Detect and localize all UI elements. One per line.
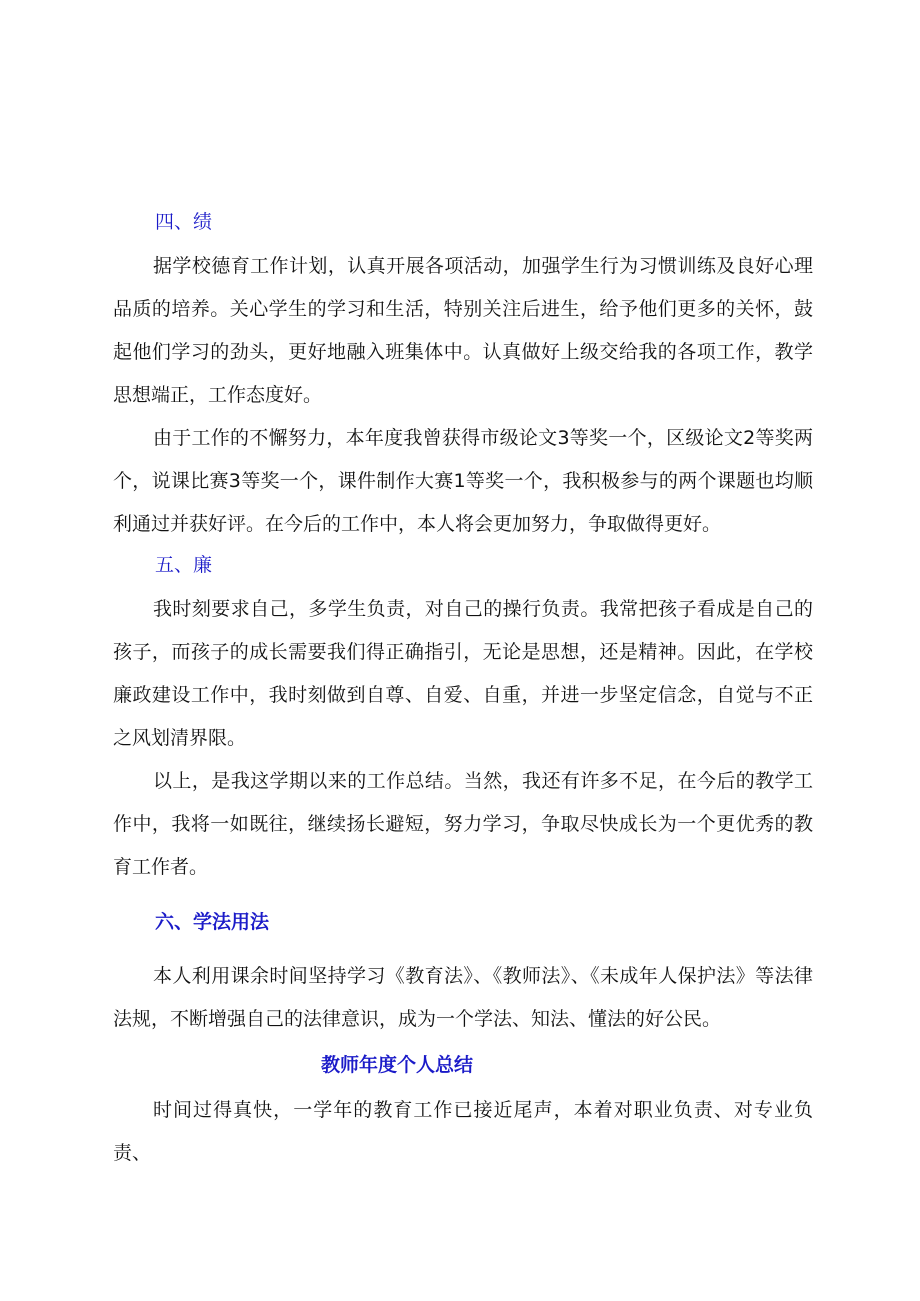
section-heading-6: 六、学法用法 (155, 911, 270, 933)
document-body (113, 203, 813, 1175)
paragraph: 以上，是我这学期以来的工作总结。当然，我还有许多不足，在今后的教学工作中，我将一如既往，继续扬长避短，努力学习，争取尽快成长为一个更优秀的教育工作者。 (113, 770, 813, 878)
paragraph: 由于工作的不懈努力，本年度我曾获得市级论文3等奖一个，区级论文2等奖两个，说课比赛3等奖一个，课件制作大赛1等奖一个，我积极参与的两个课题也均顺利通过并获好评。在今后的工作中，本人将会更加努力，争取做得更好。 (113, 427, 813, 535)
section-heading-4: 四、绩 (155, 211, 213, 233)
paragraph: 据学校德育工作计划，认真开展各项活动，加强学生行为习惯训练及良好心理品质的培养。关心学生的学习和生活，特别关注后进生，给予他们更多的关怀，鼓起他们学习的劲头，更好地融入班集体中。认真做好上级交给我的各项工作，教学思想端正，工作态度好。 (113, 255, 813, 406)
section-heading-5: 五、廉 (155, 554, 213, 576)
paragraph: 时间过得真快，一学年的教育工作已接近尾声，本着对职业负责、对专业负责、 (113, 1099, 813, 1164)
paragraph: 我时刻要求自己，多学生负责，对自己的操行负责。我常把孩子看成是自己的孩子，而孩子的成长需要我们得正确指引，无论是思想，还是精神。因此，在学校廉政建设工作中，我时刻做到自尊、自爱、自重，并进一步坚定信念，自觉与不正之风划清界限。 (113, 598, 813, 749)
document-title: 教师年度个人总结 (321, 1054, 474, 1076)
paragraph: 本人利用课余时间坚持学习《教育法》、《教师法》、《未成年人保护法》等法律法规，不断增强自己的法律意识，成为一个学法、知法、懂法的好公民。 (113, 965, 813, 1030)
